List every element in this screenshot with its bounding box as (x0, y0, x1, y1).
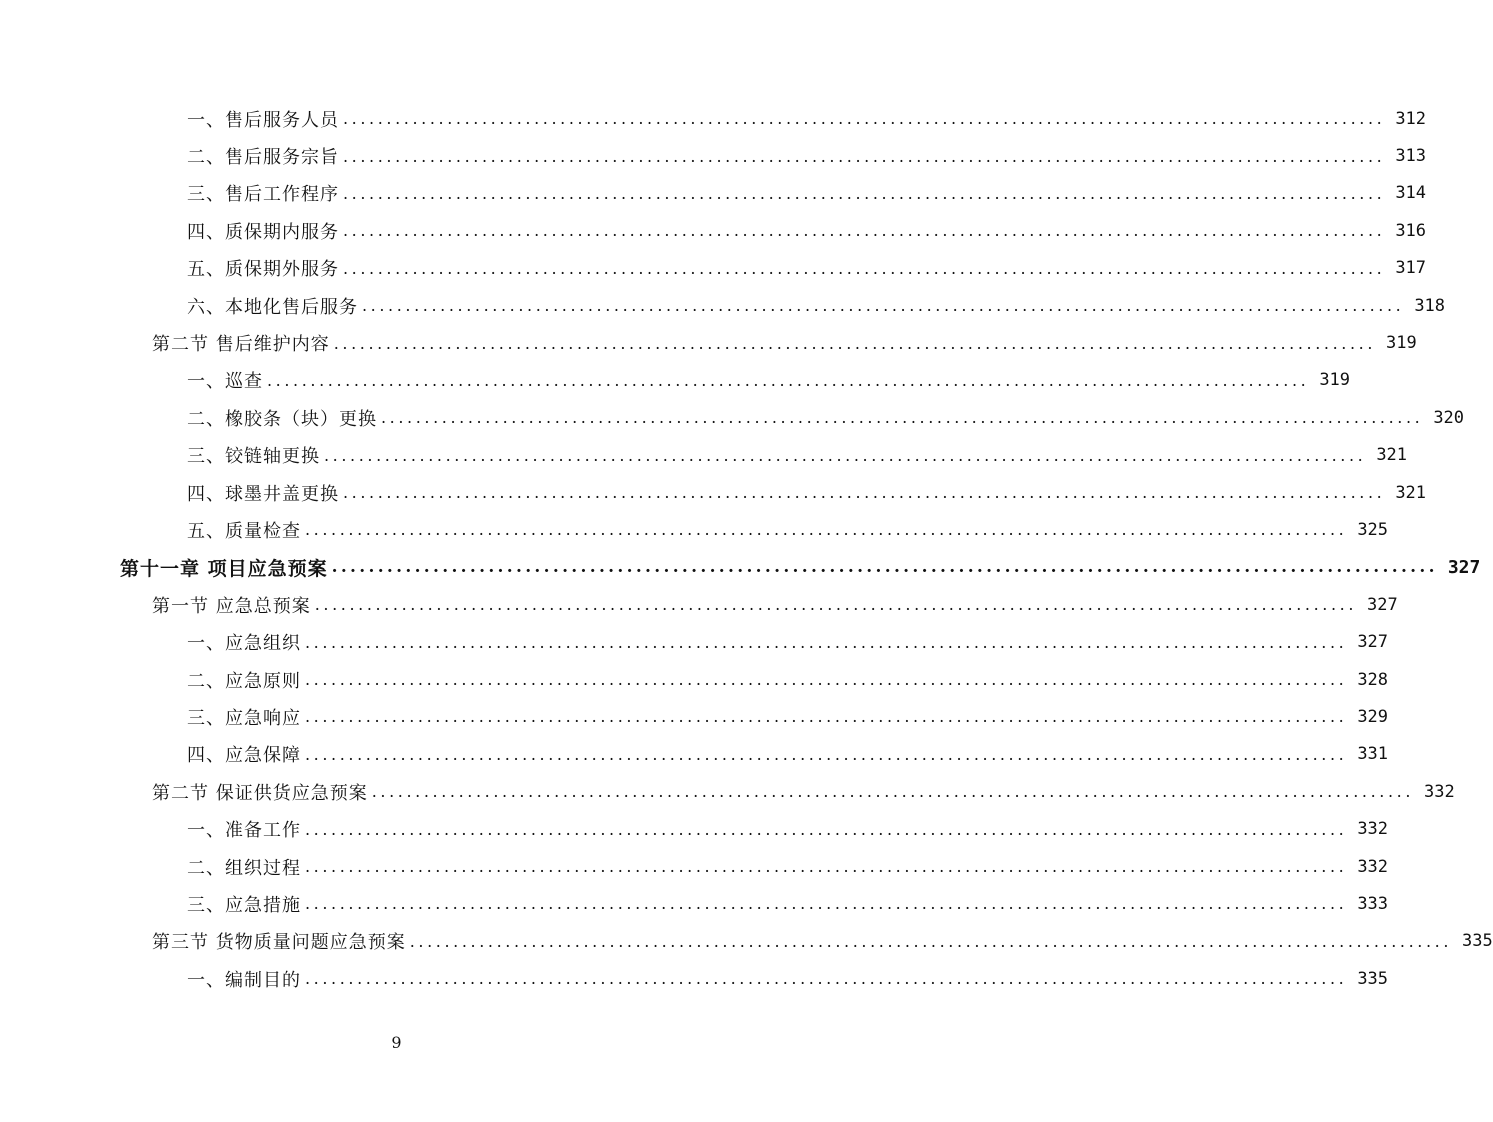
toc-dot-leader: ........................................................................................................................ (305, 969, 1348, 989)
toc-entry-title: 三、应急措施 (187, 894, 301, 916)
toc-dot-leader: ........................................................................................................................ (409, 931, 1453, 951)
toc-item-entry (0, 698, 1389, 735)
toc-entry-page: 318 (1414, 295, 1446, 316)
toc-entry-page: 328 (1357, 669, 1389, 690)
toc-item-entry (0, 623, 1389, 660)
toc-section-entry (0, 586, 1398, 623)
toc-dot-leader: ........................................................................................................................ (305, 707, 1348, 727)
toc-item-entry (0, 848, 1389, 885)
toc-dot-leader: ........................................................................................................................ (331, 557, 1438, 578)
toc-entry-page: 332 (1357, 856, 1389, 877)
toc-entry-title: 四、球墨井盖更换 (187, 483, 339, 505)
toc-item-entry (0, 175, 1427, 212)
toc-entry-page: 321 (1376, 445, 1408, 466)
toc-entry-title: 第十一章 项目应急预案 (120, 557, 328, 580)
toc-dot-leader: ........................................................................................................................ (343, 109, 1386, 129)
page-number: 9 (391, 1033, 402, 1052)
toc-entry-page: 327 (1367, 594, 1398, 615)
toc-item-entry (0, 474, 1427, 511)
toc-entry-title: 六、本地化售后服务 (187, 296, 358, 318)
toc-entry-page: 313 (1395, 146, 1427, 167)
toc-entry-page: 332 (1424, 781, 1455, 802)
toc-section-entry (0, 324, 1417, 361)
toc-entry-title: 一、售后服务人员 (187, 109, 339, 131)
toc-dot-leader: ........................................................................................................................ (371, 782, 1415, 802)
toc-entry-page: 321 (1395, 482, 1427, 503)
toc-dot-leader: ........................................................................................................................ (267, 370, 1310, 390)
toc-entry-page: 314 (1395, 183, 1427, 204)
toc-entry-page: 335 (1462, 931, 1493, 952)
toc-entry-title: 一、编制目的 (187, 969, 301, 991)
toc-dot-leader: ........................................................................................................................ (343, 221, 1386, 241)
toc-item-entry (0, 437, 1408, 474)
toc-chapter-entry (0, 549, 1481, 586)
toc-dot-leader: ........................................................................................................................ (343, 183, 1386, 203)
toc-entry-page: 317 (1395, 258, 1427, 279)
toc-item-entry (0, 736, 1389, 773)
toc-entry-page: 331 (1357, 744, 1389, 765)
toc-dot-leader: ........................................................................................................................ (343, 258, 1386, 278)
toc-dot-leader: ........................................................................................................................ (343, 146, 1386, 166)
toc-dot-leader: ........................................................................................................................ (305, 520, 1348, 540)
toc-dot-leader: ........................................................................................................................ (381, 408, 1424, 428)
toc-dot-leader: ........................................................................................................................ (314, 595, 1358, 615)
toc-entry-title: 第一节 应急总预案 (152, 595, 311, 617)
toc-entry-title: 第二节 售后维护内容 (152, 334, 330, 356)
toc-entry-page: 320 (1433, 407, 1465, 428)
toc-entry-title: 一、应急组织 (187, 633, 301, 655)
toc-entry-page: 316 (1395, 220, 1427, 241)
toc-entry-title: 一、准备工作 (187, 820, 301, 842)
toc-item-entry (0, 885, 1389, 922)
toc-item-entry (0, 250, 1427, 287)
toc-entry-title: 三、售后工作程序 (187, 184, 339, 206)
toc-item-entry (0, 212, 1427, 249)
toc-entry-page: 325 (1357, 519, 1389, 540)
toc-entry-title: 二、组织过程 (187, 857, 301, 879)
toc-dot-leader: ........................................................................................................................ (305, 632, 1348, 652)
toc-entry-title: 二、售后服务宗旨 (187, 147, 339, 169)
toc-item-entry (0, 100, 1427, 137)
toc-entry-title: 第二节 保证供货应急预案 (152, 782, 368, 804)
toc-item-entry (0, 137, 1427, 174)
toc-entry-title: 二、橡胶条（块）更换 (187, 408, 377, 430)
toc-dot-leader: ........................................................................................................................ (305, 744, 1348, 764)
toc-entry-title: 三、铰链轴更换 (187, 446, 320, 468)
toc-section-entry (0, 773, 1455, 810)
toc-entry-page: 319 (1386, 333, 1417, 354)
toc-entry-title: 五、质量检查 (187, 520, 301, 542)
toc-entry-title: 四、质保期内服务 (187, 221, 339, 243)
toc-item-entry (0, 661, 1389, 698)
toc-dot-leader: ........................................................................................................................ (305, 894, 1348, 914)
toc-entry-page: 327 (1357, 632, 1389, 653)
toc-dot-leader: ........................................................................................................................ (324, 445, 1367, 465)
toc-dot-leader: ........................................................................................................................ (333, 333, 1377, 353)
toc-entry-page: 335 (1357, 968, 1389, 989)
toc-entry-page: 319 (1319, 370, 1351, 391)
toc-dot-leader: ........................................................................................................................ (305, 857, 1348, 876)
toc-item-entry (0, 960, 1389, 997)
toc-entry-title: 三、应急响应 (187, 707, 301, 729)
toc-dot-leader: ........................................................................................................................ (362, 296, 1405, 316)
toc-item-entry (0, 399, 1465, 436)
toc-item-entry (0, 287, 1446, 324)
toc-dot-leader: ........................................................................................................................ (305, 819, 1348, 839)
toc-entry-page: 312 (1395, 108, 1427, 129)
toc-dot-leader: ........................................................................................................................ (343, 483, 1386, 503)
toc-entry-title: 第三节 货物质量问题应急预案 (152, 932, 406, 954)
table-of-contents (0, 100, 1493, 997)
toc-entry-page: 327 (1447, 556, 1481, 578)
toc-entry-page: 332 (1357, 819, 1389, 840)
toc-dot-leader: ........................................................................................................................ (305, 670, 1348, 690)
toc-entry-title: 五、质保期外服务 (187, 259, 339, 281)
toc-item-entry (0, 511, 1389, 548)
toc-section-entry (0, 923, 1493, 960)
toc-item-entry (0, 362, 1351, 399)
toc-item-entry (0, 810, 1389, 847)
toc-entry-title: 一、巡查 (187, 371, 263, 393)
toc-entry-page: 329 (1357, 706, 1389, 727)
toc-entry-title: 四、应急保障 (187, 745, 301, 767)
toc-entry-page: 333 (1357, 893, 1389, 914)
toc-entry-title: 二、应急原则 (187, 670, 301, 692)
